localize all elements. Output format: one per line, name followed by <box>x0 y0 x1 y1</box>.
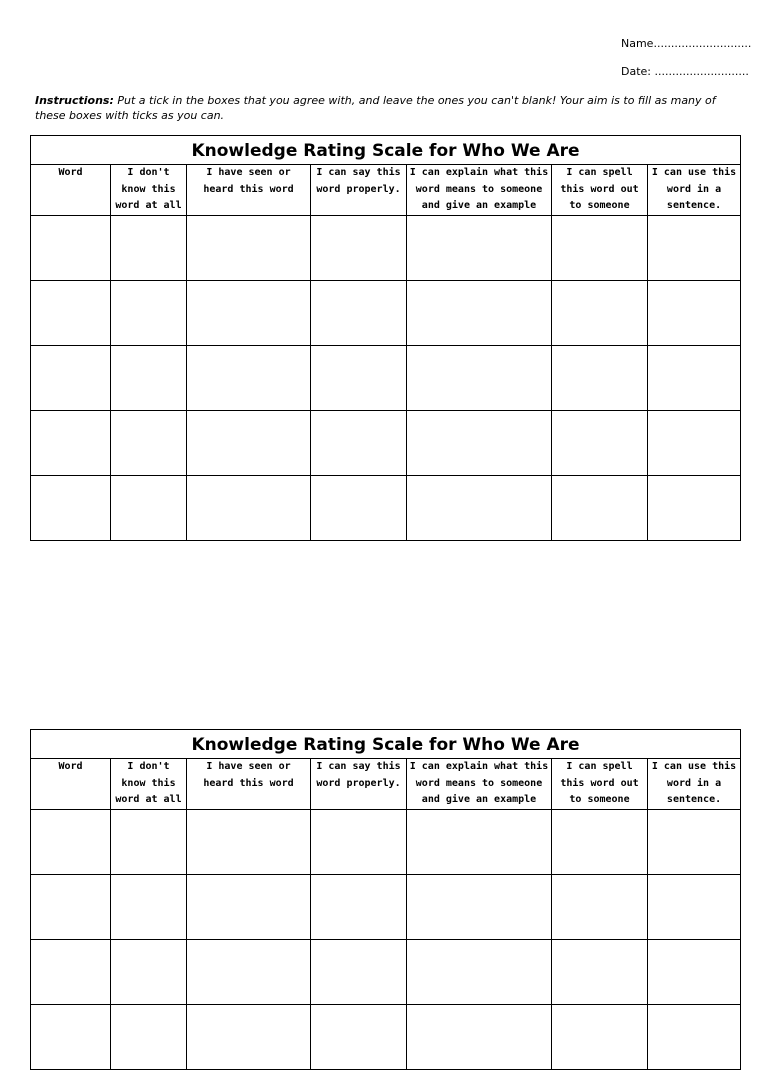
column-header-can-explain: I can explain what this word means to someone and give an example <box>407 759 552 810</box>
tick-box[interactable] <box>648 345 741 410</box>
word-cell[interactable] <box>31 874 111 939</box>
tick-box[interactable] <box>552 475 648 540</box>
tick-box[interactable] <box>552 410 648 475</box>
column-header-dont-know: I don't know this word at all <box>111 759 187 810</box>
tick-box[interactable] <box>311 410 407 475</box>
tick-box[interactable] <box>311 874 407 939</box>
tick-box[interactable] <box>648 939 741 1004</box>
tick-box[interactable] <box>407 809 552 874</box>
word-cell[interactable] <box>31 1004 111 1069</box>
word-cell[interactable] <box>31 345 111 410</box>
tick-box[interactable] <box>648 475 741 540</box>
tick-box[interactable] <box>187 874 311 939</box>
instructions-text: Put a tick in the boxes that you agree with, and leave the ones you can't blank! Your aim is to fill as many of these boxes with ticks as you can. <box>35 94 716 122</box>
word-cell[interactable] <box>31 939 111 1004</box>
tick-box[interactable] <box>111 280 187 345</box>
table-row <box>31 1004 741 1069</box>
column-header-can-use: I can use this word in a sentence. <box>648 759 741 810</box>
tick-box[interactable] <box>407 215 552 280</box>
column-header-can-say: I can say this word properly. <box>311 759 407 810</box>
tick-box[interactable] <box>407 874 552 939</box>
tick-box[interactable] <box>552 939 648 1004</box>
knowledge-rating-table-1 <box>30 135 741 541</box>
tick-box[interactable] <box>648 410 741 475</box>
table-row <box>31 410 741 475</box>
table-row <box>31 809 741 874</box>
table-row <box>31 215 741 280</box>
tick-box[interactable] <box>187 215 311 280</box>
tick-box[interactable] <box>552 1004 648 1069</box>
tick-box[interactable] <box>407 280 552 345</box>
tick-box[interactable] <box>111 809 187 874</box>
word-cell[interactable] <box>31 215 111 280</box>
tick-box[interactable] <box>552 345 648 410</box>
word-cell[interactable] <box>31 475 111 540</box>
name-field[interactable]: Name............................ <box>621 37 752 50</box>
tick-box[interactable] <box>111 475 187 540</box>
table-row <box>31 874 741 939</box>
tick-box[interactable] <box>648 809 741 874</box>
tick-box[interactable] <box>187 345 311 410</box>
tick-box[interactable] <box>111 939 187 1004</box>
tick-box[interactable] <box>648 874 741 939</box>
table-row <box>31 280 741 345</box>
tick-box[interactable] <box>187 809 311 874</box>
instructions <box>35 93 735 123</box>
column-header-can-explain: I can explain what this word means to someone and give an example <box>407 165 552 216</box>
column-header-seen-heard: I have seen or heard this word <box>187 165 311 216</box>
tick-box[interactable] <box>311 1004 407 1069</box>
tick-box[interactable] <box>407 475 552 540</box>
tick-box[interactable] <box>407 410 552 475</box>
tick-box[interactable] <box>187 410 311 475</box>
tick-box[interactable] <box>187 280 311 345</box>
tick-box[interactable] <box>311 345 407 410</box>
tick-box[interactable] <box>111 1004 187 1069</box>
tick-box[interactable] <box>407 345 552 410</box>
tick-box[interactable] <box>311 939 407 1004</box>
column-header-word: Word <box>31 165 111 216</box>
date-field[interactable]: Date: ........................... <box>621 65 749 78</box>
tick-box[interactable] <box>187 475 311 540</box>
table-row <box>31 939 741 1004</box>
tick-box[interactable] <box>648 280 741 345</box>
column-header-can-spell: I can spell this word out to someone <box>552 759 648 810</box>
tick-box[interactable] <box>552 809 648 874</box>
column-header-can-spell: I can spell this word out to someone <box>552 165 648 216</box>
tick-box[interactable] <box>311 280 407 345</box>
word-cell[interactable] <box>31 280 111 345</box>
tick-box[interactable] <box>407 939 552 1004</box>
tick-box[interactable] <box>111 874 187 939</box>
tick-box[interactable] <box>552 280 648 345</box>
tick-box[interactable] <box>311 809 407 874</box>
column-header-dont-know: I don't know this word at all <box>111 165 187 216</box>
tick-box[interactable] <box>648 1004 741 1069</box>
table-row <box>31 345 741 410</box>
tick-box[interactable] <box>552 215 648 280</box>
tick-box[interactable] <box>311 215 407 280</box>
tick-box[interactable] <box>187 1004 311 1069</box>
table-row <box>31 475 741 540</box>
column-header-can-use: I can use this word in a sentence. <box>648 165 741 216</box>
tick-box[interactable] <box>311 475 407 540</box>
word-cell[interactable] <box>31 410 111 475</box>
table-title: Knowledge Rating Scale for Who We Are <box>31 136 741 165</box>
word-cell[interactable] <box>31 809 111 874</box>
instructions-label: Instructions: <box>35 94 114 107</box>
tick-box[interactable] <box>552 874 648 939</box>
column-header-can-say: I can say this word properly. <box>311 165 407 216</box>
tick-box[interactable] <box>648 215 741 280</box>
tick-box[interactable] <box>111 215 187 280</box>
tick-box[interactable] <box>111 345 187 410</box>
tick-box[interactable] <box>407 1004 552 1069</box>
knowledge-rating-table-2 <box>30 729 741 1070</box>
column-header-word: Word <box>31 759 111 810</box>
tick-box[interactable] <box>187 939 311 1004</box>
column-header-seen-heard: I have seen or heard this word <box>187 759 311 810</box>
table-title: Knowledge Rating Scale for Who We Are <box>31 730 741 759</box>
tick-box[interactable] <box>111 410 187 475</box>
